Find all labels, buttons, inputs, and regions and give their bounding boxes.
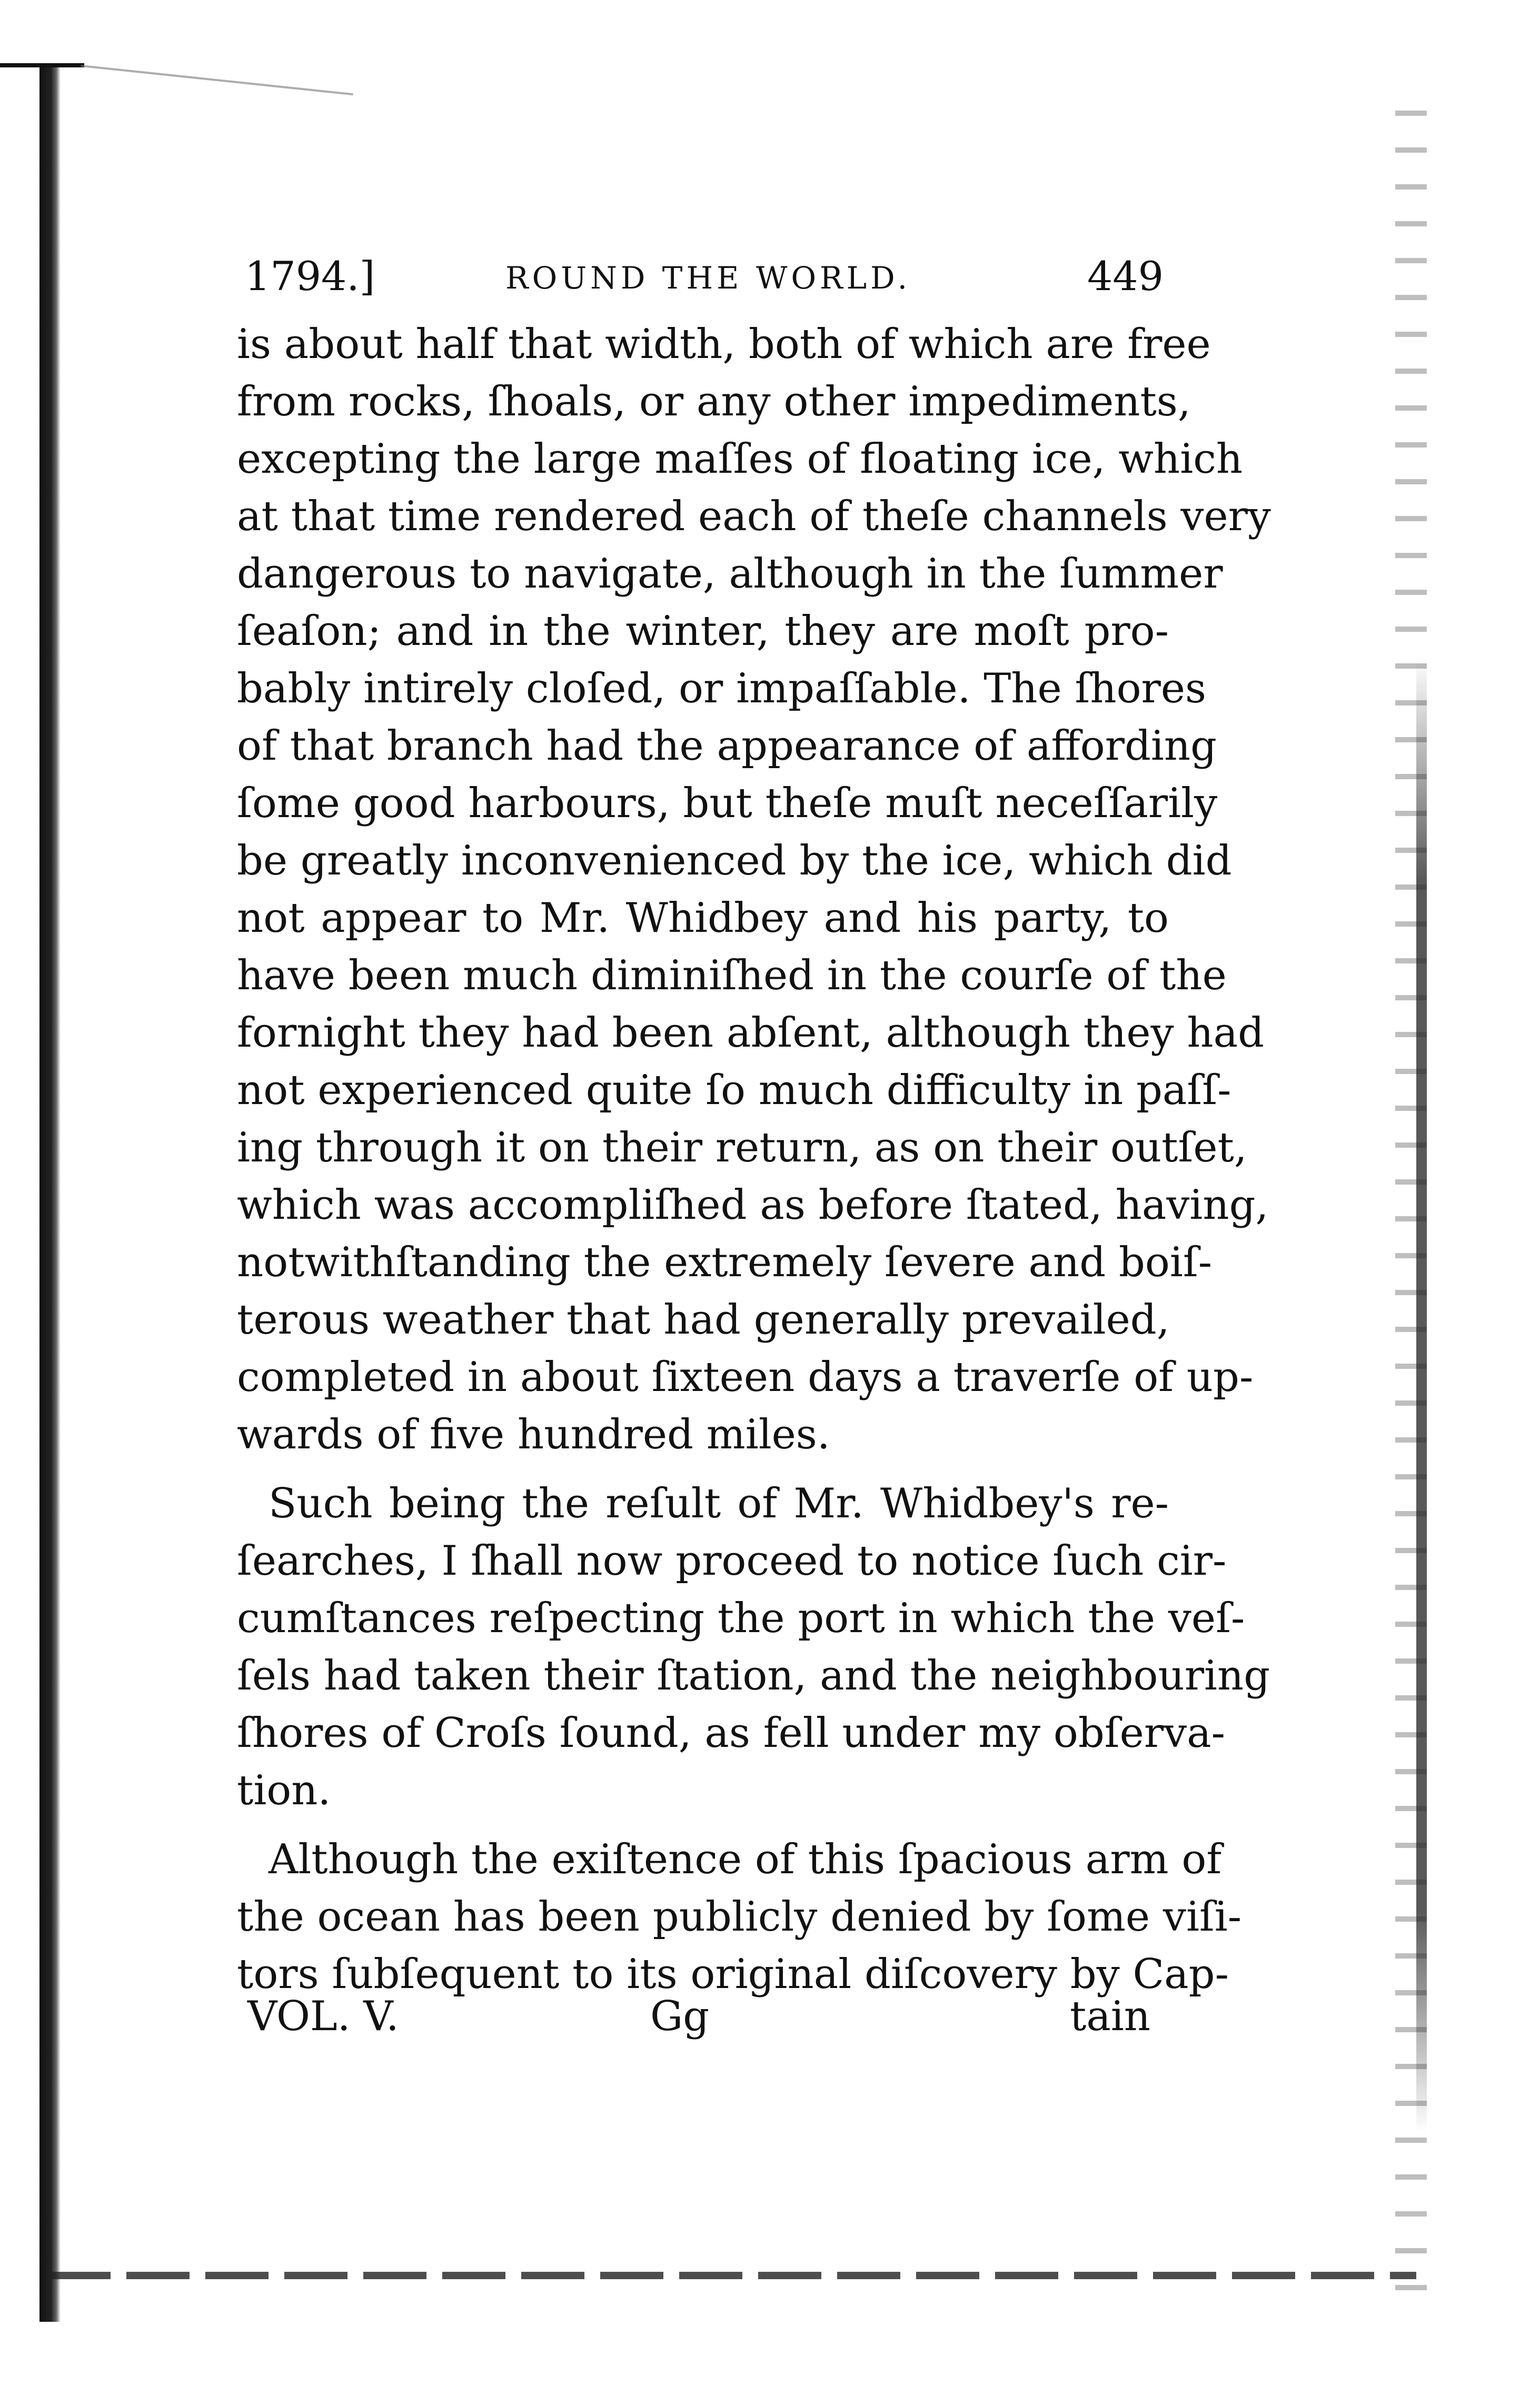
text-line: dangerous to navigate, although in the ſummer — [237, 550, 1223, 598]
text-line: Although the exiſtence of this ſpacious arm of — [269, 1836, 1222, 1883]
scan-artifact-bottom-rule — [47, 2272, 1416, 2279]
text-line: tors ſubſequent to its original diſcovery by Cap- — [237, 1951, 1229, 1998]
text-line: not appear to Mr. Whidbey and his party, to — [237, 895, 1169, 942]
text-line: excepting the large maſſes of floating ice, which — [237, 435, 1243, 483]
catchword: tain — [1069, 1993, 1150, 2040]
text-line: cumſtances reſpecting the port in which the veſ- — [237, 1595, 1245, 1642]
text-line: fornight they had been abſent, although they had — [237, 1009, 1265, 1057]
text-line: be greatly inconvenienced by the ice, which did — [237, 837, 1232, 885]
text-line: of that branch had the appearance of affording — [237, 722, 1217, 770]
text-line: Such being the reſult of Mr. Whidbey's re- — [269, 1480, 1169, 1527]
text-line: ſels had taken their ſtation, and the neighbouring — [237, 1652, 1270, 1700]
text-line: ſearches, I ſhall now proceed to notice ſuch cir- — [237, 1537, 1227, 1585]
scan-artifact-smudge — [78, 65, 353, 116]
text-line: at that time rendered each of theſe channels very — [237, 493, 1271, 540]
text-line: bably intirely cloſed, or impaſſable. The ſhores — [237, 665, 1207, 712]
binding-shadow — [39, 63, 61, 2322]
page-footer — [247, 1993, 1150, 2051]
text-line: have been much diminiſhed in the courſe of the — [237, 952, 1227, 999]
text-line: ſome good harbours, but theſe muſt neceſſarily — [237, 780, 1218, 827]
running-head — [245, 253, 1164, 311]
text-line: ſhores of Croſs ſound, as fell under my obſerva- — [237, 1710, 1226, 1757]
signature-mark: Gg — [650, 1993, 710, 2040]
page-edge-dark-strip — [1416, 658, 1427, 2132]
text-line: completed in about ſixteen days a traverſe of up- — [237, 1354, 1254, 1401]
scan-artifact-top-rule — [0, 63, 84, 67]
text-line: ſeaſon; and in the winter, they are moſt pro- — [237, 608, 1169, 655]
text-line: tion. — [237, 1767, 331, 1814]
body-text — [237, 316, 1271, 2003]
text-line: which was accompliſhed as before ſtated, having, — [237, 1181, 1269, 1229]
paragraph — [237, 316, 1271, 1464]
running-head-year: 1794.] — [245, 253, 375, 300]
paragraph — [237, 1475, 1270, 1820]
signature-volume: VOL. V. — [247, 1993, 399, 2040]
text-line: terous weather that had generally prevailed, — [237, 1296, 1170, 1344]
text-line: the ocean has been publicly denied by ſome viſi- — [237, 1893, 1242, 1941]
text-line: not experienced quite ſo much difficulty in paſſ- — [237, 1067, 1231, 1114]
text-line: from rocks, ſhoals, or any other impediments, — [237, 378, 1191, 425]
text-line: ing through it on their return, as on their outſet, — [237, 1124, 1247, 1171]
text-line: wards of five hundred miles. — [237, 1411, 830, 1458]
paragraph — [237, 1831, 1242, 2003]
running-head-title: ROUND THE WORLD. — [505, 260, 911, 296]
text-line: is about half that width, both of which are free — [237, 321, 1211, 368]
page-number: 449 — [1087, 253, 1164, 300]
text-line: notwithſtanding the extremely ſevere and boiſ- — [237, 1239, 1213, 1286]
